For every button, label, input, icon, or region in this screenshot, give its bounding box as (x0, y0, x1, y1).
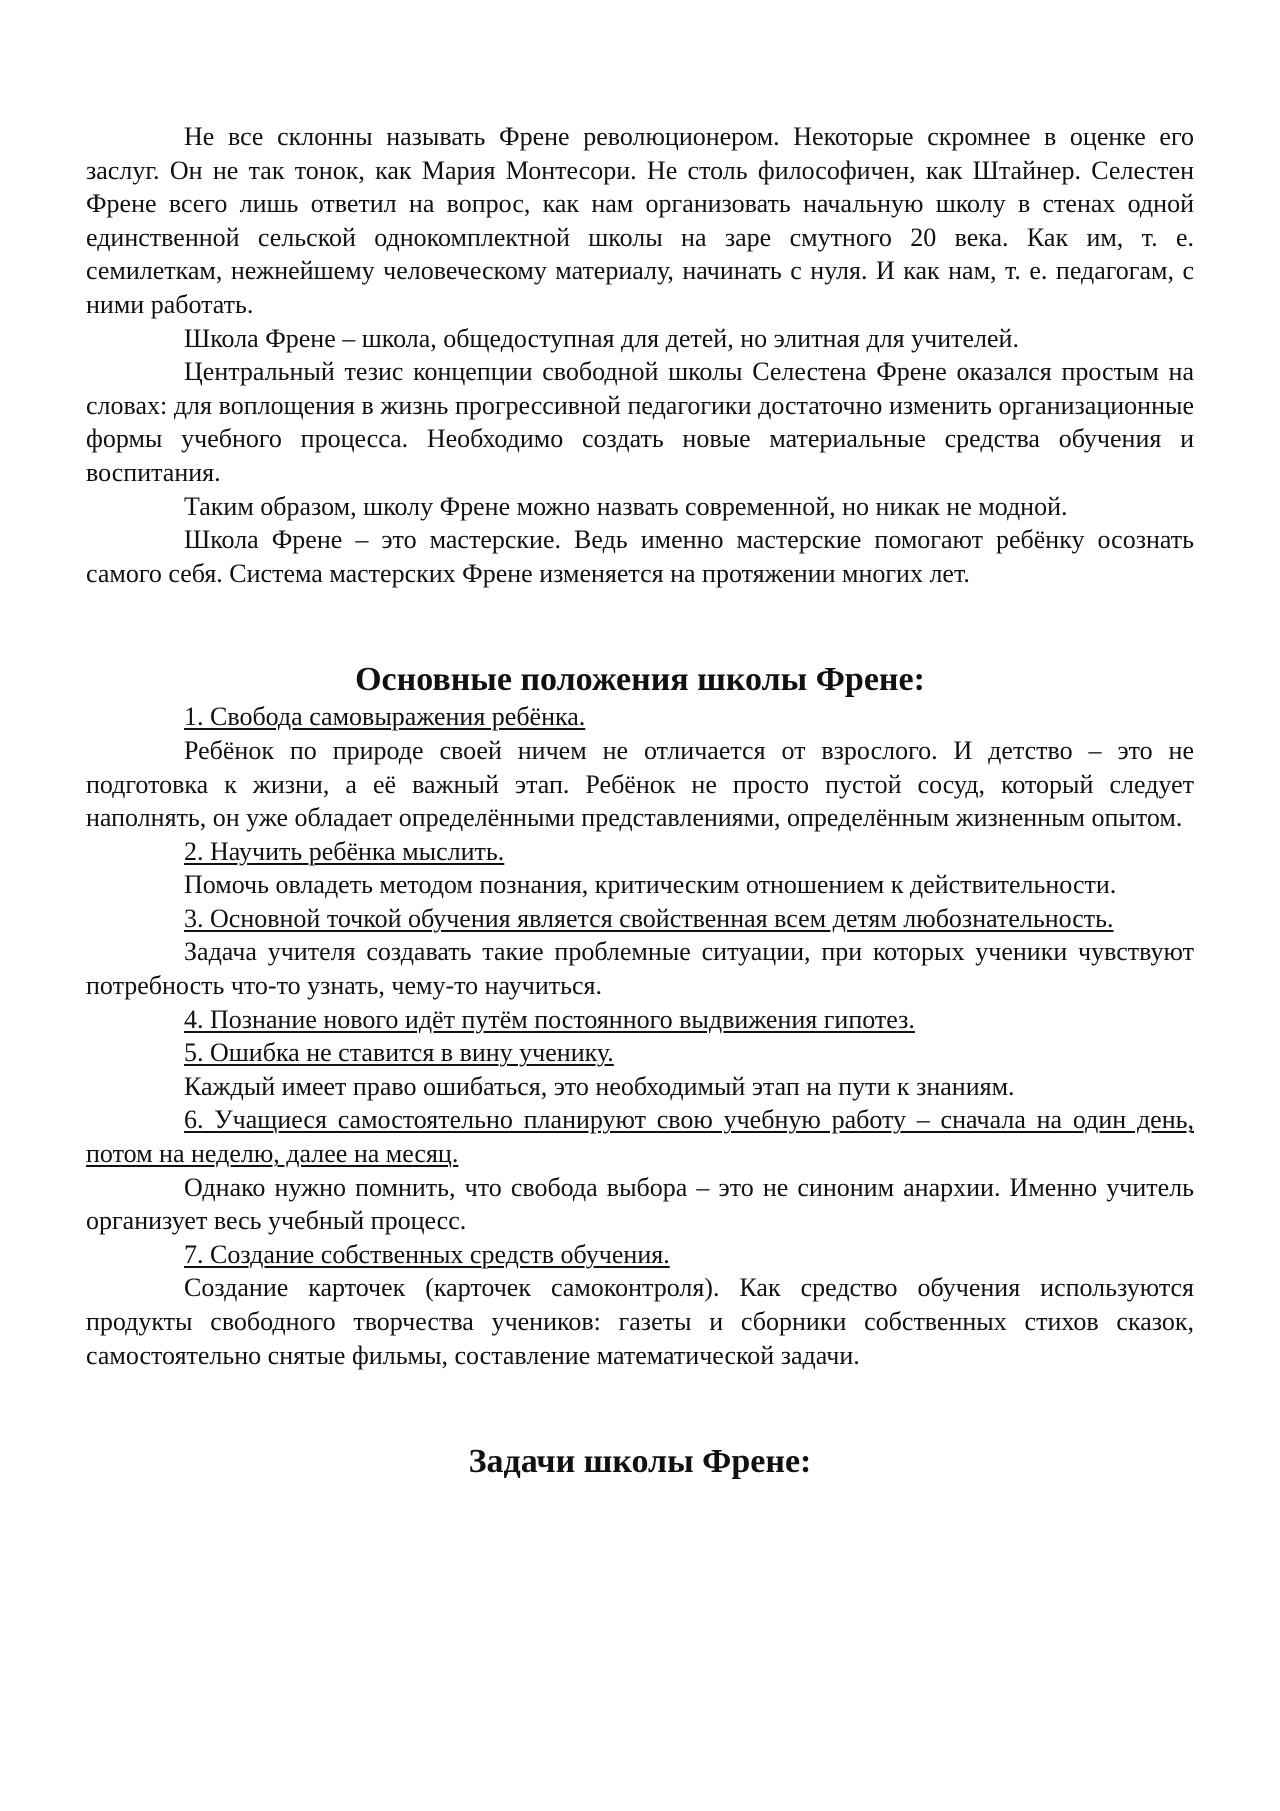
principle-1-text: Ребёнок по природе своей ничем не отличается от взрослого. И детство – это не подготовка к жизни, а её важный этап. Ребёнок не просто пустой сосуд, который следует наполнять, он уже обладает определёнными представлениями, определённым жизненным опытом. (86, 735, 1194, 833)
tasks-heading: Задачи школы Френе: (468, 1443, 812, 1481)
principle-4-title: 4. Познание нового идёт путём постоянного выдвижения гипотез. (184, 1004, 915, 1034)
intro-paragraph-4: Таким образом, школу Френе можно назвать современной, но никак не модной. (184, 491, 1068, 521)
main-heading: Основные положения школы Френе: (355, 661, 925, 699)
principle-5-text: Каждый имеет право ошибаться, это необходимый этап на пути к знаниям. (184, 1071, 1015, 1101)
intro-paragraph-1: Не все склонны называть Френе революционером. Некоторые скромнее в оценке его заслуг. Он не так тонок, как Мария Монтесори. Не столь философичен, как Штайнер. Селестен Френе всего лишь ответил на вопрос, как нам организовать начальную школу в стенах одной единственной сельской однокомплектной школы на заре смутного 20 века. Как им, т. е. семилеткам, нежнейшему человеческому материалу, начинать с нуля. И как нам, т. е. педагогам, с ними работать. (86, 122, 1194, 319)
intro-paragraph-2: Школа Френе – школа, общедоступная для детей, но элитная для учителей. (184, 323, 1019, 353)
principle-6-title: 6. Учащиеся самостоятельно планируют свою учебную работу – сначала на один день, потом на неделю, далее на месяц. (86, 1105, 1194, 1169)
principle-2-title: 2. Научить ребёнка мыслить. (184, 836, 505, 866)
principle-1-title: 1. Свобода самовыражения ребёнка. (184, 702, 586, 732)
principle-7-title: 7. Создание собственных средств обучения. (184, 1239, 670, 1269)
principle-7-text: Создание карточек (карточек самоконтроля). Как средство обучения используются продукты свободного творчества учеников: газеты и сборники собственных стихов сказок, самостоятельно снятые фильмы, составление математической задачи. (86, 1273, 1194, 1370)
principle-3-text: Задача учителя создавать такие проблемные ситуации, при которых ученики чувствуют потребность что-то узнать, чему-то научиться. (86, 937, 1194, 1001)
intro-paragraph-5: Школа Френе – это мастерские. Ведь именно мастерские помогают ребёнку осознать самого себя. Система мастерских Френе изменяется на протяжении многих лет. (86, 525, 1194, 588)
principle-5-title: 5. Ошибка не ставится в вину ученику. (184, 1038, 614, 1068)
principle-6-text: Однако нужно помнить, что свобода выбора – это не синоним анархии. Именно учитель организует весь учебный процесс. (86, 1172, 1194, 1236)
principle-2-text: Помочь овладеть методом познания, критическим отношением к действительности. (184, 870, 1117, 900)
intro-paragraph-3: Центральный тезис концепции свободной школы Селестена Френе оказался простым на словах: для воплощения в жизнь прогрессивной педагогики достаточно изменить организационные формы учебного процесса. Необходимо создать новые материальные средства обучения и воспитания. (86, 357, 1194, 487)
principle-3-title: 3. Основной точкой обучения является свойственная всем детям любознательность. (184, 903, 1114, 933)
